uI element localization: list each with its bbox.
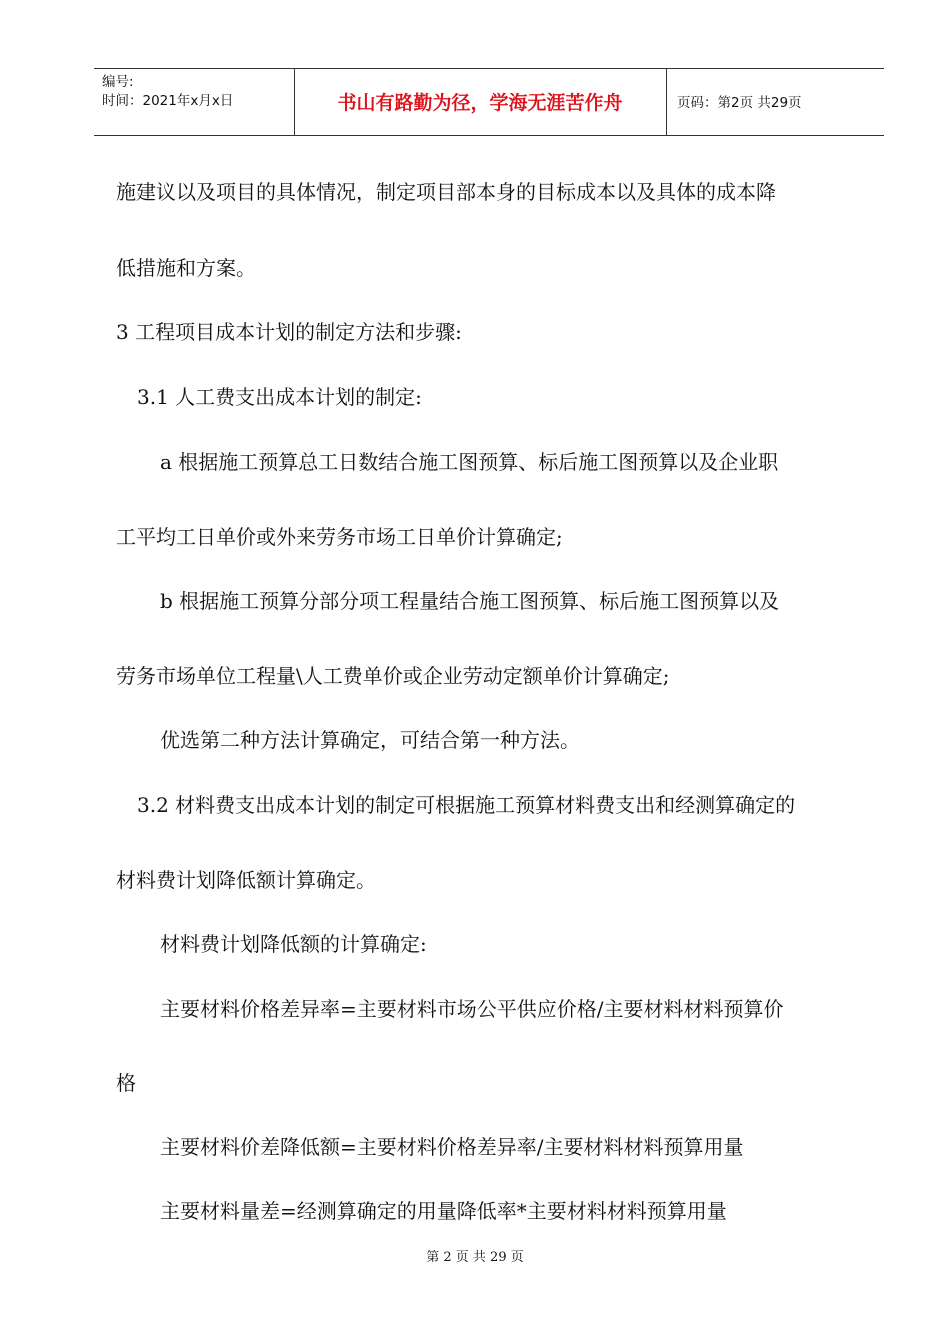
body-line: a 根据施工预算总工日数结合施工图预算、标后施工图预算以及企业职	[160, 450, 779, 474]
page-footer: 第 2 页 共 29 页	[426, 1250, 524, 1265]
header-meta	[102, 73, 233, 111]
formula-line: 格	[116, 1071, 136, 1095]
body-line: 材料费计划降低额的计算确定:	[160, 932, 427, 956]
formula-line: 主要材料量差=经测算确定的用量降低率*主要材料材料预算用量	[160, 1199, 727, 1223]
body-line: b 根据施工预算分部分项工程量结合施工图预算、标后施工图预算以及	[160, 589, 780, 613]
formula-line: 主要材料价差降低额=主要材料价格差异率/主要材料材料预算用量	[160, 1135, 744, 1159]
subsection-heading: 3.1 人工费支出成本计划的制定:	[137, 385, 422, 409]
date-label: 时间：2021年x月x日	[102, 93, 234, 109]
header-page-info: 页码：第2页 共29页	[677, 95, 802, 111]
body-line: 低措施和方案。	[116, 256, 256, 280]
body-line: 劳务市场单位工程量\人工费单价或企业劳动定额单价计算确定;	[116, 664, 670, 688]
header-divider-right	[666, 69, 667, 135]
body-line: 工平均工日单价或外来劳务市场工日单价计算确定;	[116, 525, 563, 549]
page-header	[94, 68, 884, 136]
body-line: 施建议以及项目的具体情况，制定项目部本身的目标成本以及具体的成本降	[116, 180, 776, 204]
section-heading: 3 工程项目成本计划的制定方法和步骤:	[116, 320, 462, 344]
body-line: 材料费计划降低额计算确定。	[116, 868, 376, 892]
formula-line: 主要材料价格差异率=主要材料市场公平供应价格/主要材料材料预算价	[160, 997, 784, 1021]
serial-number-label: 编号:	[102, 74, 134, 90]
subsection-heading: 3.2 材料费支出成本计划的制定可根据施工预算材料费支出和经测算确定的	[137, 793, 796, 817]
header-motto: 书山有路勤为径，学海无涯苦作舟	[337, 92, 623, 114]
body-line: 优选第二种方法计算确定，可结合第一种方法。	[160, 728, 580, 752]
